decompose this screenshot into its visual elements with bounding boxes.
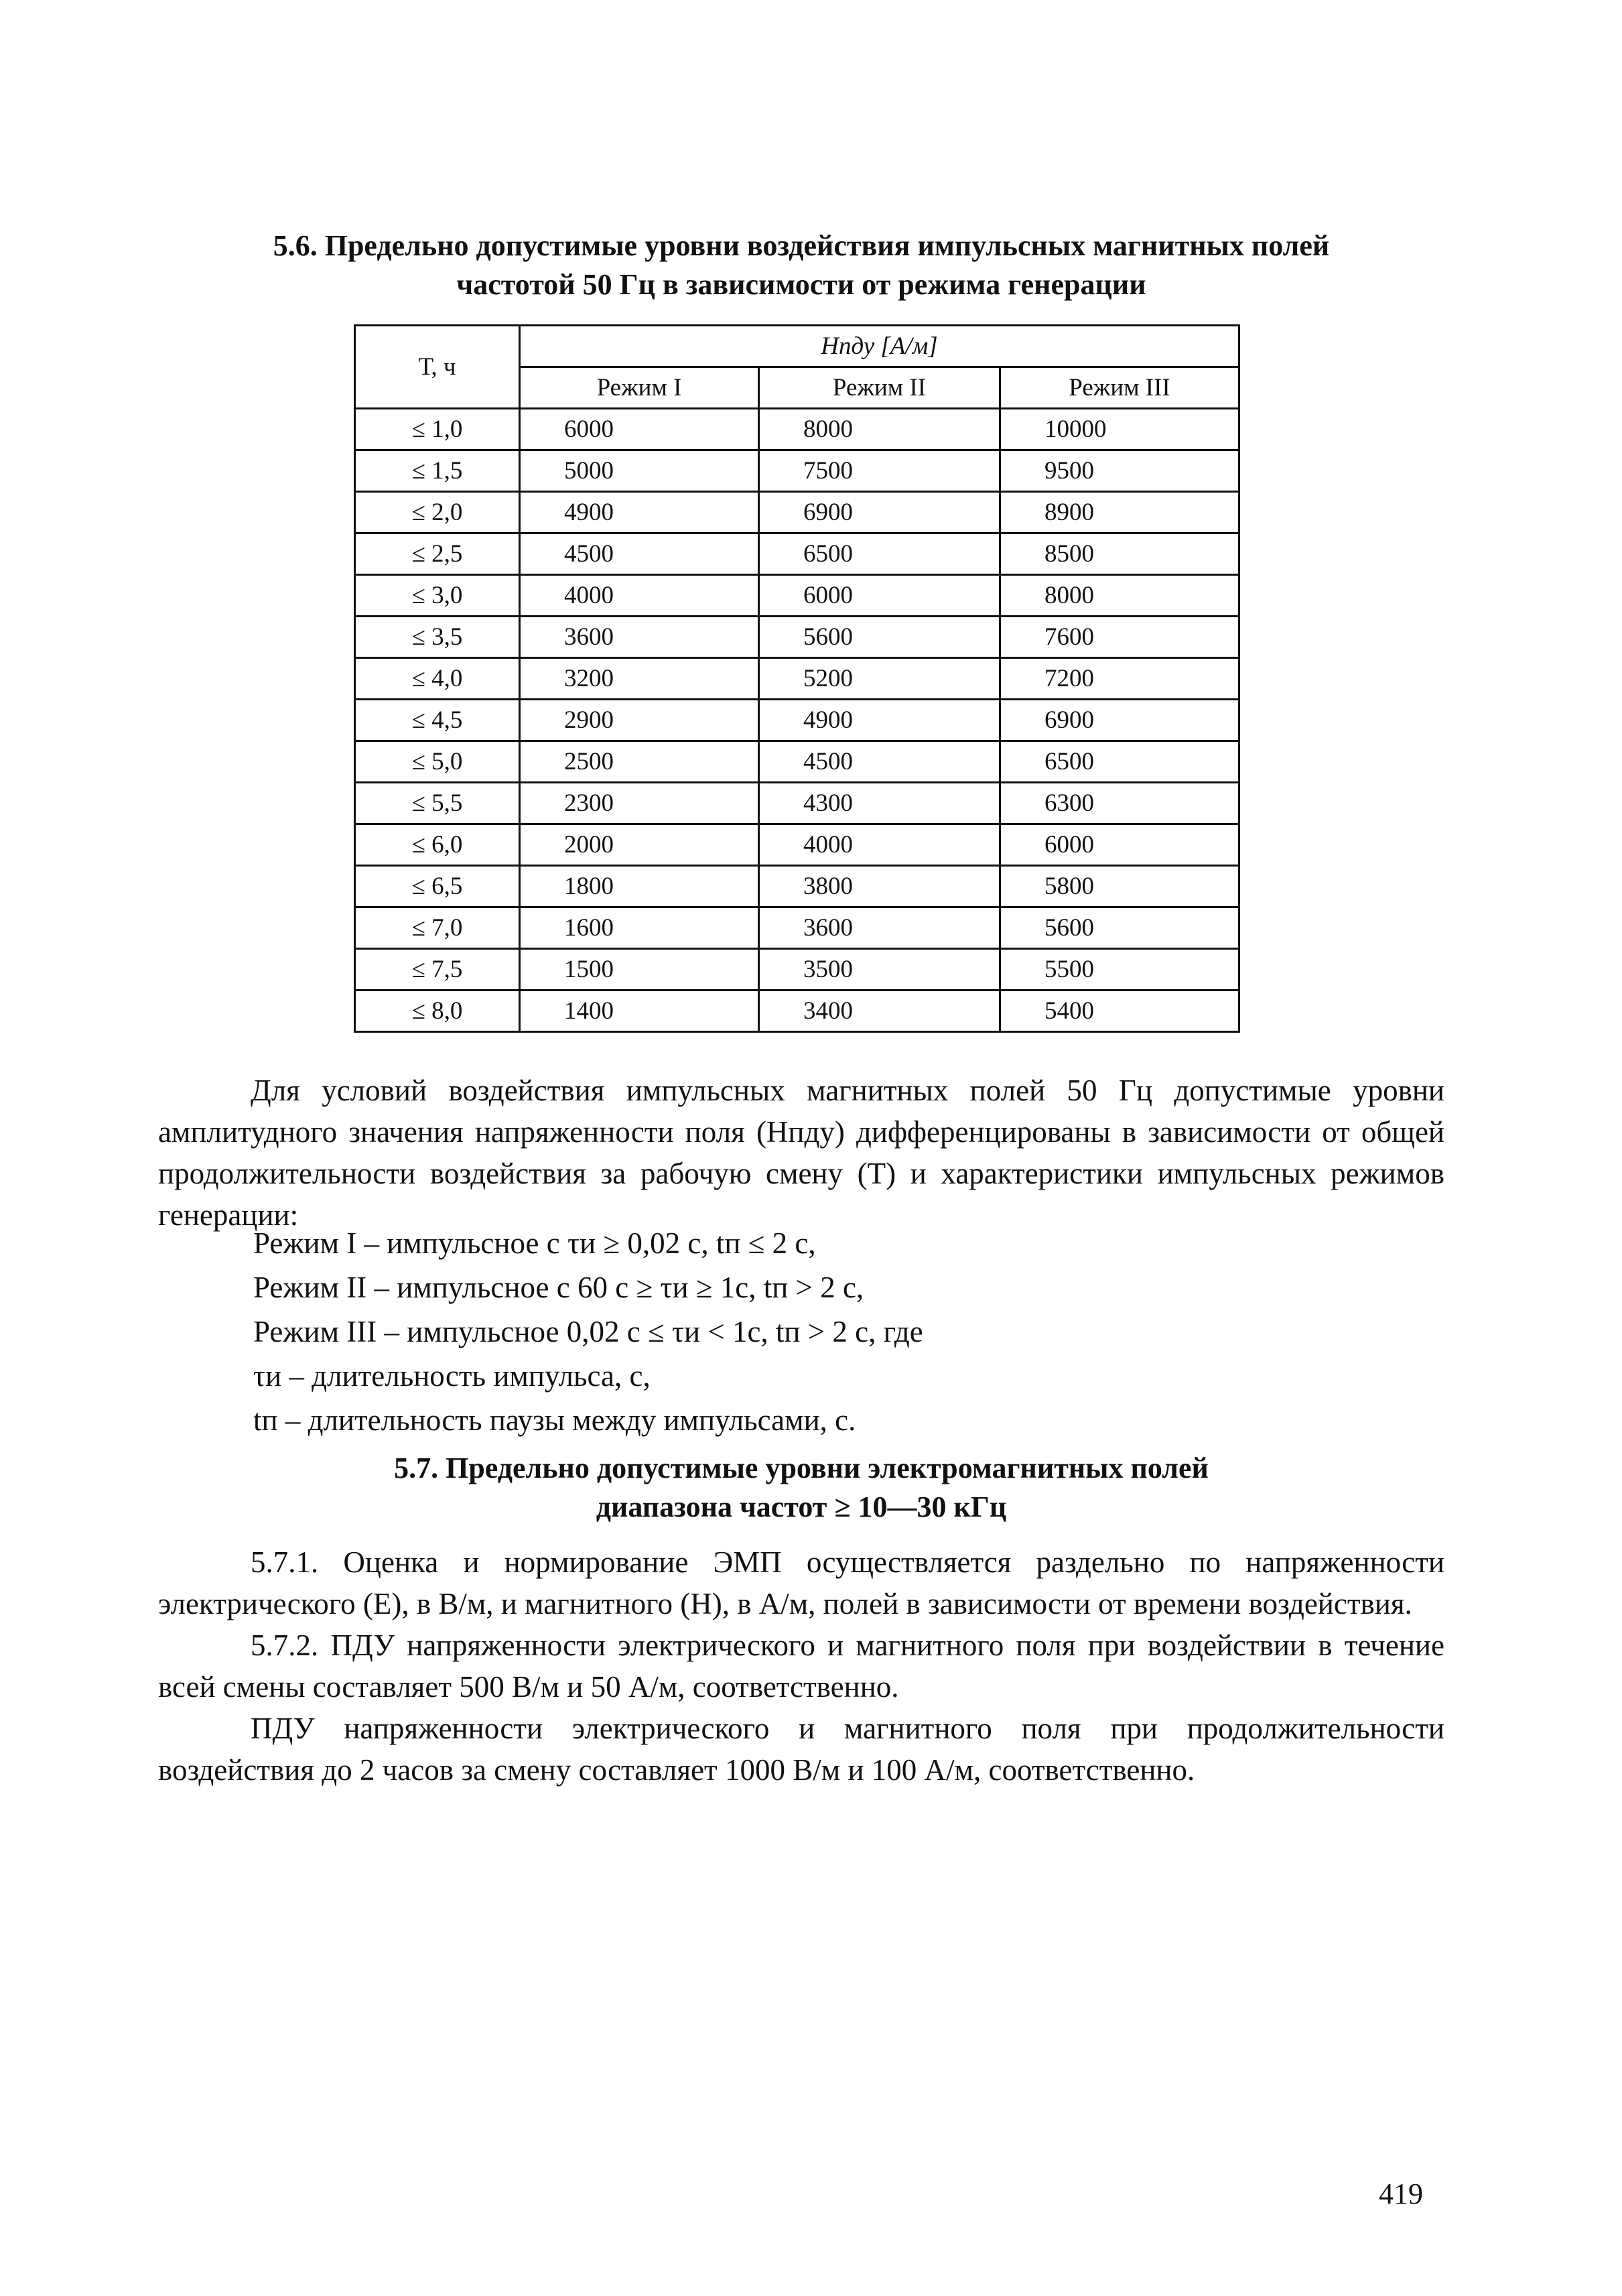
cell-duration: ≤ 6,0 bbox=[355, 824, 520, 866]
cell-value-mode-3: 8500 bbox=[1000, 533, 1239, 575]
table-row bbox=[355, 700, 1239, 741]
cell-value-mode-3: 8900 bbox=[1000, 492, 1239, 533]
cell-value-mode-2: 3400 bbox=[759, 991, 1000, 1032]
cell-value-mode-3: 5600 bbox=[1000, 907, 1239, 949]
col-header-mode-3: Режим III bbox=[1000, 367, 1239, 409]
cell-duration: ≤ 7,0 bbox=[355, 907, 520, 949]
cell-value-mode-1: 4000 bbox=[520, 575, 759, 617]
cell-value-mode-2: 8000 bbox=[759, 409, 1000, 450]
table-row bbox=[355, 824, 1239, 866]
cell-value-mode-1: 2000 bbox=[520, 824, 759, 866]
table-row bbox=[355, 450, 1239, 492]
cell-value-mode-2: 4900 bbox=[759, 700, 1000, 741]
table-row bbox=[355, 907, 1239, 949]
cell-value-mode-1: 4900 bbox=[520, 492, 759, 533]
cell-duration: ≤ 1,5 bbox=[355, 450, 520, 492]
cell-duration: ≤ 2,0 bbox=[355, 492, 520, 533]
cell-duration: ≤ 2,5 bbox=[355, 533, 520, 575]
list-item: Режим III – импульсное 0,02 с ≤ τи < 1с, tп > 2 с, где bbox=[253, 1315, 923, 1348]
cell-value-mode-3: 8000 bbox=[1000, 575, 1239, 617]
cell-value-mode-1: 6000 bbox=[520, 409, 759, 450]
cell-value-mode-2: 6000 bbox=[759, 575, 1000, 617]
cell-duration: ≤ 3,5 bbox=[355, 617, 520, 658]
cell-value-mode-2: 6900 bbox=[759, 492, 1000, 533]
section-5-7-title-line1: 5.7. Предельно допустимые уровни электромагнитных полей bbox=[394, 1452, 1209, 1484]
cell-value-mode-1: 1800 bbox=[520, 866, 759, 907]
table-row bbox=[355, 409, 1239, 450]
cell-duration: ≤ 7,5 bbox=[355, 949, 520, 991]
cell-value-mode-2: 4300 bbox=[759, 783, 1000, 824]
cell-value-mode-2: 3500 bbox=[759, 949, 1000, 991]
cell-duration: ≤ 1,0 bbox=[355, 409, 520, 450]
section-5-7-paragraphs bbox=[158, 1541, 1444, 1791]
cell-value-mode-3: 5400 bbox=[1000, 991, 1239, 1032]
cell-value-mode-2: 3800 bbox=[759, 866, 1000, 907]
cell-value-mode-2: 5600 bbox=[759, 617, 1000, 658]
cell-value-mode-1: 5000 bbox=[520, 450, 759, 492]
cell-value-mode-2: 4000 bbox=[759, 824, 1000, 866]
cell-value-mode-1: 3200 bbox=[520, 658, 759, 700]
cell-value-mode-1: 4500 bbox=[520, 533, 759, 575]
cell-value-mode-2: 5200 bbox=[759, 658, 1000, 700]
col-header-mode-2: Режим II bbox=[759, 367, 1000, 409]
section-5-7-title-line2: диапазона частот ≥ 10—30 кГц bbox=[596, 1490, 1007, 1523]
cell-value-mode-3: 7200 bbox=[1000, 658, 1239, 700]
norms-table bbox=[354, 324, 1240, 1033]
table-row bbox=[355, 533, 1239, 575]
table-row bbox=[355, 617, 1239, 658]
table-row bbox=[355, 741, 1239, 783]
cell-value-mode-2: 3600 bbox=[759, 907, 1000, 949]
table-row bbox=[355, 575, 1239, 617]
cell-value-mode-3: 6300 bbox=[1000, 783, 1239, 824]
table-row bbox=[355, 866, 1239, 907]
cell-value-mode-1: 2900 bbox=[520, 700, 759, 741]
paragraph-text: 5.7.1. Оценка и нормирование ЭМП осуществляется раздельно по напряженности электрического (Е), в В/м, и магнитного (Н), в А/м, полей в зависимости от времени воздействия. bbox=[158, 1545, 1444, 1620]
cell-duration: ≤ 6,5 bbox=[355, 866, 520, 907]
cell-value-mode-3: 6500 bbox=[1000, 741, 1239, 783]
table-row bbox=[355, 658, 1239, 700]
cell-value-mode-3: 5500 bbox=[1000, 949, 1239, 991]
table-row bbox=[355, 949, 1239, 991]
cell-value-mode-1: 2300 bbox=[520, 783, 759, 824]
cell-value-mode-3: 7600 bbox=[1000, 617, 1239, 658]
col-header-t: Т, ч bbox=[355, 326, 520, 409]
list-item: tп – длительность паузы между импульсами, с. bbox=[253, 1403, 856, 1437]
section-5-6-title-line1: 5.6. Предельно допустимые уровни воздействия импульсных магнитных полей bbox=[273, 229, 1330, 262]
paragraph-text: Для условий воздействия импульсных магнитных полей 50 Гц допустимые уровни амплитудного значения напряженности поля (Hпду) дифференцированы в зависимости от общей продолжительности воздействия за рабочую смену (Т) и характеристики импульсных режимов генерации: bbox=[158, 1074, 1444, 1232]
cell-value-mode-2: 6500 bbox=[759, 533, 1000, 575]
cell-value-mode-3: 10000 bbox=[1000, 409, 1239, 450]
cell-duration: ≤ 4,0 bbox=[355, 658, 520, 700]
cell-duration: ≤ 3,0 bbox=[355, 575, 520, 617]
cell-value-mode-2: 7500 bbox=[759, 450, 1000, 492]
col-header-h: Hпду [А/м] bbox=[520, 326, 1239, 367]
modes-list bbox=[253, 1221, 1446, 1442]
table-row bbox=[355, 783, 1239, 824]
cell-duration: ≤ 4,5 bbox=[355, 700, 520, 741]
cell-duration: ≤ 5,5 bbox=[355, 783, 520, 824]
cell-value-mode-3: 6900 bbox=[1000, 700, 1239, 741]
list-item: Режим II – импульсное с 60 с ≥ τи ≥ 1с, tп > 2 с, bbox=[253, 1271, 864, 1304]
col-header-mode-1: Режим I bbox=[520, 367, 759, 409]
cell-value-mode-1: 3600 bbox=[520, 617, 759, 658]
table-body bbox=[355, 409, 1239, 1032]
cell-value-mode-3: 6000 bbox=[1000, 824, 1239, 866]
list-item: Режим I – импульсное с τи ≥ 0,02 с, tп ≤ 2 с, bbox=[253, 1226, 816, 1260]
paragraph-text: ПДУ напряженности электрического и магнитного поля при продолжительности воздействия до 2 часов за смену составляет 1000 В/м и 100 А/м, соответственно. bbox=[158, 1712, 1444, 1787]
section-5-6-paragraph bbox=[158, 1070, 1444, 1236]
cell-value-mode-2: 4500 bbox=[759, 741, 1000, 783]
page-number: 419 bbox=[1379, 2177, 1423, 2210]
table-row bbox=[355, 991, 1239, 1032]
cell-value-mode-3: 5800 bbox=[1000, 866, 1239, 907]
cell-value-mode-1: 2500 bbox=[520, 741, 759, 783]
cell-duration: ≤ 8,0 bbox=[355, 991, 520, 1032]
table-header-row bbox=[355, 326, 1239, 367]
section-5-6-heading bbox=[158, 227, 1444, 304]
table-row bbox=[355, 492, 1239, 533]
cell-value-mode-1: 1500 bbox=[520, 949, 759, 991]
cell-value-mode-1: 1400 bbox=[520, 991, 759, 1032]
cell-duration: ≤ 5,0 bbox=[355, 741, 520, 783]
cell-value-mode-1: 1600 bbox=[520, 907, 759, 949]
section-5-6-title-line2: частотой 50 Гц в зависимости от режима генерации bbox=[456, 268, 1146, 301]
paragraph-text: 5.7.2. ПДУ напряженности электрического и магнитного поля при воздействии в течение всей смены составляет 500 В/м и 50 А/м, соответственно. bbox=[158, 1629, 1444, 1704]
cell-value-mode-3: 9500 bbox=[1000, 450, 1239, 492]
list-item: τи – длительность импульса, с, bbox=[253, 1359, 651, 1393]
section-5-7-heading bbox=[158, 1449, 1444, 1527]
